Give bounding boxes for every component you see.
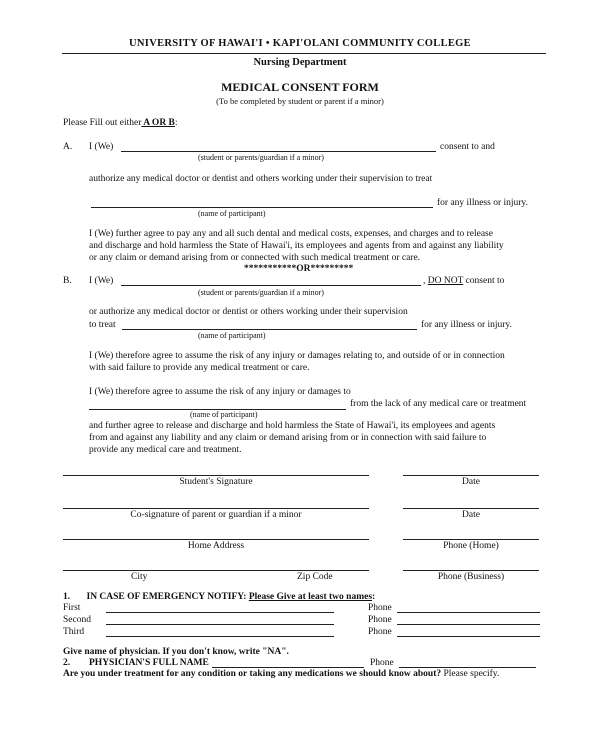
- emergency-second-phone-field[interactable]: [397, 624, 540, 625]
- home-address-field[interactable]: [63, 539, 369, 540]
- treatment-question-text: Are you under treatment for any condition or taking any medications we should know about?: [63, 669, 442, 679]
- section-a-participant-note: (name of participant): [198, 209, 266, 218]
- intro-prefix: Please Fill out either: [63, 118, 142, 128]
- physician-label: PHYSICIAN'S FULL NAME: [89, 658, 209, 668]
- section-b-participant-field[interactable]: [122, 329, 417, 330]
- section-a-authorize: authorize any medical doctor or dentist and others working under their supervision to treat: [89, 174, 433, 184]
- or-divider: [244, 264, 353, 274]
- section-a-participant-field[interactable]: [91, 207, 433, 208]
- home-address-label: Home Address: [187, 541, 245, 551]
- section-b-to-treat: to treat: [89, 320, 116, 330]
- section-b-authorize: or authorize any medical doctor or dentist or others working under their supervision: [89, 307, 408, 317]
- cosignature-label: Co-signature of parent or guardian if a minor: [130, 510, 302, 520]
- physician-instruction: Give name of physician. If you don't know, write "NA".: [63, 647, 289, 657]
- phone-business-field[interactable]: [403, 570, 539, 571]
- header-rule: [62, 53, 546, 54]
- form-subtitle: (To be completed by student or parent if a minor): [216, 96, 384, 106]
- section-b-i-we: I (We): [89, 276, 114, 286]
- city-field[interactable]: [63, 570, 369, 571]
- phone-home-label: Phone (Home): [443, 541, 499, 551]
- emergency-third-label: Third: [63, 627, 85, 637]
- or-stars-right: *********: [310, 264, 354, 274]
- section-a-i-we: I (We): [89, 142, 114, 152]
- student-signature-field[interactable]: [63, 475, 369, 476]
- student-signature-label: Student's Signature: [179, 477, 253, 487]
- section-a-for-illness: for any illness or injury.: [437, 198, 528, 208]
- section-b-participant-note: (name of participant): [198, 331, 266, 340]
- emergency-title: IN CASE OF EMERGENCY NOTIFY:: [86, 592, 247, 602]
- section-b-lack-of-care: from the lack of any medical care or treatment: [350, 399, 527, 409]
- section-a-name-field[interactable]: [121, 151, 436, 152]
- section-a-letter: A.: [63, 142, 73, 152]
- cosignature-field[interactable]: [63, 508, 369, 509]
- section-a-paragraph-line-3: or any claim or demand arising from or connected with such medical treatment or care.: [89, 253, 421, 263]
- section-b-paragraph-line-2: with said failure to provide any medical treatment or care.: [89, 363, 310, 373]
- section-b-paragraph-line-4: and further agree to release and discharge and hold harmless the State of Hawai'i, its employees and agents: [89, 421, 496, 431]
- section-b-do-not-consent: , DO NOT consent to: [423, 276, 505, 286]
- phone-business-label: Phone (Business): [437, 572, 505, 582]
- city-label: City: [131, 572, 148, 582]
- treatment-question: [63, 669, 499, 679]
- department-name: Nursing Department: [253, 57, 347, 68]
- section-b-participant-note-2: (name of participant): [190, 410, 258, 419]
- zip-code-label: Zip Code: [297, 572, 333, 582]
- date-label-2: Date: [462, 510, 480, 520]
- section-b-student-note: (student or parents/guardian if a minor): [198, 288, 324, 297]
- emergency-first-phone-label: Phone: [368, 603, 392, 613]
- university-name: UNIVERSITY OF HAWAI'I • KAPI'OLANI COMMUNITY COLLEGE: [129, 38, 471, 49]
- phone-home-field[interactable]: [403, 539, 539, 540]
- emergency-third-phone-field[interactable]: [397, 636, 540, 637]
- section-a-paragraph-line-1: I (We) further agree to pay any and all such dental and medical costs, expenses, and charges and to release: [89, 229, 493, 239]
- section-a-consent-to-and: consent to and: [440, 142, 495, 152]
- emergency-third-name-field[interactable]: [106, 636, 334, 637]
- intro-suffix: :: [174, 118, 178, 128]
- emergency-colon: :: [372, 592, 376, 602]
- emergency-second-label: Second: [63, 615, 91, 625]
- section-b-name-field[interactable]: [121, 285, 421, 286]
- section-b-consent-to: consent to: [463, 276, 505, 286]
- date-field-1[interactable]: [403, 475, 539, 476]
- section-b-paragraph-line-6: provide any medical care and treatment.: [89, 445, 242, 455]
- physician-phone-label: Phone: [370, 658, 394, 668]
- physician-phone-field[interactable]: [399, 667, 536, 668]
- emergency-number: 1.: [63, 592, 71, 602]
- emergency-third-phone-label: Phone: [368, 627, 392, 637]
- section-a-student-note: (student or parents/guardian if a minor): [198, 153, 324, 162]
- intro-choice: A OR B: [141, 118, 175, 128]
- emergency-second-phone-label: Phone: [368, 615, 392, 625]
- treatment-specify: Please specify.: [443, 669, 500, 679]
- section-b-for-illness: for any illness or injury.: [421, 320, 512, 330]
- date-field-2[interactable]: [403, 508, 539, 509]
- physician-number: 2.: [63, 658, 71, 668]
- emergency-first-phone-field[interactable]: [397, 612, 540, 613]
- section-b-letter: B.: [63, 276, 72, 286]
- section-b-paragraph-line-3: I (We) therefore agree to assume the risk of any injury or damages to: [89, 387, 351, 397]
- emergency-first-name-field[interactable]: [106, 612, 334, 613]
- date-label-1: Date: [462, 477, 480, 487]
- physician-name-field[interactable]: [212, 667, 364, 668]
- section-b-paragraph-line-1: I (We) therefore agree to assume the risk of any injury or damages relating to, and outside of or in connection: [89, 351, 505, 361]
- section-b-paragraph-line-5: from and against any liability and any claim or demand arising from or in connection with said failure to: [89, 433, 487, 443]
- section-b-do-not: DO NOT: [427, 276, 464, 286]
- section-a-paragraph-line-2: and discharge and hold harmless the State of Hawai'i, its employees and agents from and against any liability: [89, 241, 504, 251]
- or-word: OR: [296, 264, 311, 274]
- emergency-second-name-field[interactable]: [106, 624, 334, 625]
- emergency-first-label: First: [63, 603, 81, 613]
- or-stars-left: ***********: [244, 264, 297, 274]
- emergency-heading: [63, 592, 375, 602]
- emergency-please-give: Please Give at least two names: [248, 592, 373, 602]
- form-title: MEDICAL CONSENT FORM: [221, 80, 379, 94]
- intro-instruction: [63, 118, 178, 128]
